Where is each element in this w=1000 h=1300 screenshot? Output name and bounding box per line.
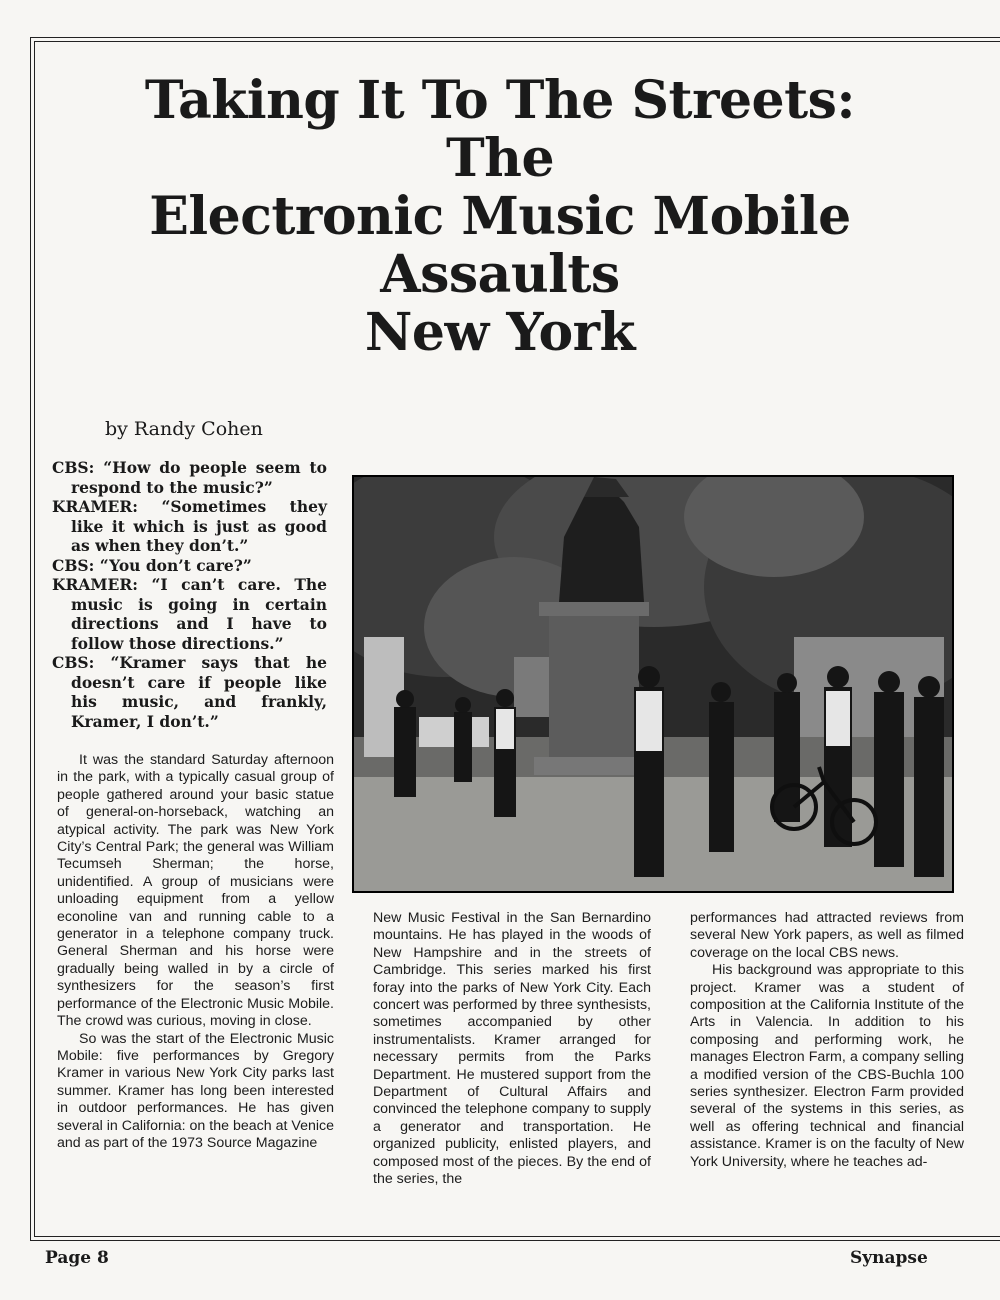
title-line-1: Taking It To The Streets: [144,70,856,131]
title-line-4: Assaults [380,244,620,305]
article-title [40,72,960,362]
dialogue-speaker: CBS: [52,555,95,575]
photo-illustration [354,477,952,891]
title-line-5: New York [364,302,636,363]
magazine-name: Synapse [850,1248,928,1268]
body-paragraph: His background was appropriate to this project. Kramer was a student of composition at the California Institute of the Arts in Valencia. In addition to his composing and performing work, he manages Electron Farm, a company selling a modified version of the CBS-Buchla 100 series synthesizer. Electron Farm provided several of the systems in this series, as well as offering technical and financial assistance. Kramer is on the faculty of New York University, where he teaches ad- [690,962,964,1170]
dialogue-text: “Sometimes they like it which is just as good as when they don’t.” [71,497,327,555]
body-column-2 [373,910,651,1189]
dialogue-speaker: CBS: [52,458,95,477]
byline: by Randy Cohen [105,418,263,440]
title-line-3: Electronic Music Mobile [149,186,851,247]
dialogue-line [52,575,327,653]
dialogue-speaker: KRAMER: [52,575,138,594]
body-paragraph: So was the start of the Electronic Music Mobile: five performances by Gregory Kramer in various New York City parks last summer. Kramer has long been interested in outdoor performances. He has given several in California: on the beach at Venice and as part of the 1973 Source Magazine [57,1030,334,1151]
dialogue-speaker: KRAMER: [52,497,138,516]
body-column-3 [690,910,964,1171]
body-paragraph: New Music Festival in the San Bernardino mountains. He has played in the woods of New Hampshire and in the streets of Cambridge. This series marked his first foray into the parks of New York City. Each concert was performed by three synthesists, sometimes accompanied by other instrumentalists. Kramer arranged for necessary permits from the Parks Department. He mustered support from the Department of Cultural Affairs and convinced the telephone company to supply a generator and transportation. He organized publicity, enlisted players, and composed most of the pieces. By the end of the series, the [373,910,651,1188]
dialogue-text: “I can’t care. The music is going in certain directions and I have to follow those directions.” [71,575,327,653]
dialogue-line [52,458,327,497]
dialogue-block [52,458,327,731]
body-paragraph: performances had attracted reviews from several New York papers, as well as filmed coverage on the local CBS news. [690,910,964,961]
page-number: Page 8 [45,1248,109,1268]
dialogue-text: “How do people seem to respond to the music?” [71,458,327,497]
dialogue-speaker: CBS: [52,653,95,672]
dialogue-line [52,497,327,556]
dialogue-text: “Kramer says that he doesn’t care if people like his music, and frankly, Kramer, I don’t.” [71,653,327,731]
dialogue-line [52,653,327,731]
dialogue-line [52,556,327,576]
title-line-2: The [445,128,555,189]
body-column-1 [57,752,334,1152]
body-paragraph: It was the standard Saturday afternoon in the park, with a typically casual group of people gathered around your basic statue of general-on-horseback, watching an atypical activity. The park was New York City’s Central Park; the general was William Tecumseh Sherman; the horse, unidentified. A group of musicians were unloading equipment from a yellow econoline van and running cable to a generator in a telephone company truck. General Sherman and his horse were gradually being walled in by a circle of synthesizers for the season’s first performance of the Electronic Music Mobile. The crowd was curious, moving in close. [57,752,334,1030]
park-performance-photo [352,475,954,893]
dialogue-text: “You don’t care?” [99,555,252,575]
